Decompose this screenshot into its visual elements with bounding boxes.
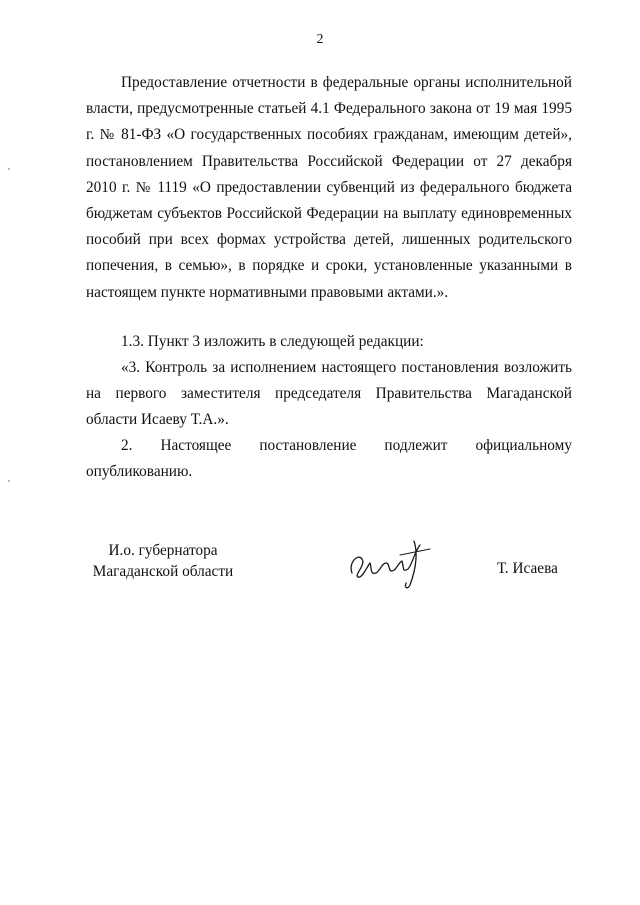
signatory-position	[88, 540, 238, 582]
page-number: 2	[316, 32, 324, 47]
scan-mark	[8, 480, 10, 482]
signatory-position-line2: Магаданской области	[92, 563, 234, 580]
paragraph-reporting: Предоставление отчетности в федеральные органы исполнительной власти, предусмотренные статьей 4.1 Федерального закона от 19 мая 1995 г. № 81-ФЗ «О государственных пособиях гражданам, имеющим детей», постановлением Правительства Российской Федерации от 27 декабря 2010 г. № 1119 «О предоставлении субвенций из федерального бюджета бюджетам субъектов Российской Федерации на выплату единовременных пособий при всех формах устройства детей, лишенных родительского попечения, в семью», в порядке и сроки, установленные указанными в настоящем пункте нормативными правовыми актами.».	[86, 74, 572, 301]
scan-mark	[8, 168, 10, 170]
handwritten-signature	[340, 533, 440, 593]
paragraph-publication: 2. Настоящее постановление подлежит официальному опубликованию.	[86, 437, 572, 481]
signatory-position-line1: И.о. губернатора	[108, 542, 218, 559]
signatory-name: Т. Исаева	[497, 560, 558, 577]
paragraph-item-1-3: 1.3. Пункт 3 изложить в следующей редакции:	[121, 333, 424, 350]
paragraph-control: «3. Контроль за исполнением настоящего постановления возложить на первого заместителя председателя Правительства Магаданской области Исаеву Т.А.».	[86, 359, 572, 429]
